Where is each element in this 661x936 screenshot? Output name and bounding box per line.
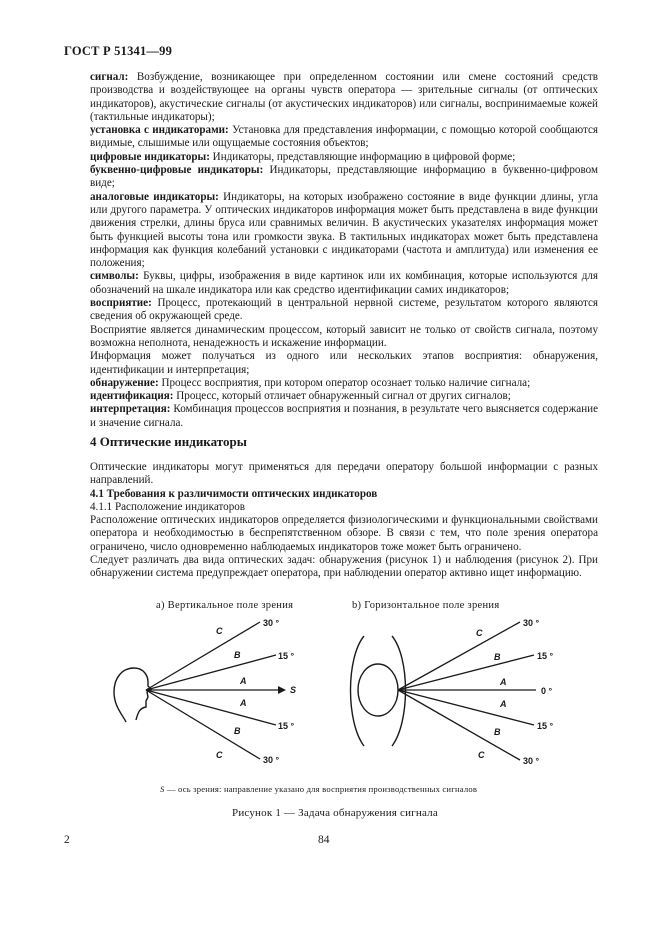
section-4-body [90,461,598,581]
paragraph-stages: Информация может получаться из одного или нескольких этапов восприятия: обнаружения, идентификации и интерпретация; [90,350,598,376]
angle-15-lower: 15 ° [537,721,554,731]
definition-interpretation: интерпретация: Комбинация процессов восприятия и познания, в результате чего выясняется содержание и значение сигнала. [90,403,598,429]
section-4-title: 4 Оптические индикаторы [90,434,247,449]
zone-a-lower: A [500,699,507,709]
paragraph-dynamic: Восприятие является динамическим процессом, который зависит не только от свойств сигнала, поэтому возможна неполнота, ненадежность и искажение информации. [90,323,598,349]
definition-indicator-installation: установка с индикаторами: Установка для представления информации, с помощью которой сообщаются видимые, слышимые или ощущаемые состояния объектов; [90,124,598,150]
figure-note: S — ось зрения: направление указано для восприятия производственных сигналов [160,784,478,794]
horizontal-field-diagram [330,612,560,782]
zone-c-lower: C [478,750,485,760]
angle-15-upper: 15 ° [278,651,295,661]
subsection-4-1-title: 4.1 Требования к различимости оптических индикаторов [90,487,378,500]
angle-30-upper: 30 ° [263,618,280,628]
zone-b-upper: B [234,650,241,660]
zone-b-lower: B [234,726,241,736]
zone-a-lower: A [240,698,247,708]
axis-arrowhead [278,686,286,694]
definition-digital-indicators: цифровые индикаторы: Индикаторы, представляющие информацию в цифровой форме; [90,150,516,163]
definition-detection: обнаружение: Процесс восприятия, при котором оператор осознает только наличие сигнала; [90,376,531,389]
section-4-intro: Оптические индикаторы могут применяться для передачи оператору большой информации с разных направлений. [90,461,598,487]
definition-perception: восприятие: Процесс, протекающий в центральной нервной системе, результатом которого являются сведения об окружающей среде. [90,297,598,323]
zone-a-upper: A [240,676,247,686]
angle-15-lower: 15 ° [278,721,295,731]
definitions-block [90,71,598,430]
angle-0: 0 ° [541,686,553,696]
view-lines [146,622,278,759]
figure-label-horizontal: b) Горизонтальное поле зрения [352,600,500,611]
angle-15-upper: 15 ° [537,651,554,661]
head-top-view [358,664,398,716]
angle-30-lower: 30 ° [263,755,280,765]
zone-b-upper: B [494,652,501,662]
figure-label-vertical: а) Вертикальное поле зрения [156,600,294,611]
figure-caption: Рисунок 1 — Задача обнаружения сигнала [232,807,438,819]
definition-identification: идентификация: Процесс, который отличает обнаруженный сигнал от других сигналов; [90,390,511,403]
zone-c-upper: C [476,628,483,638]
zone-b-lower: B [494,727,501,737]
axis-s-label: S [290,685,297,695]
view-lines [398,622,536,760]
angle-30-lower: 30 ° [523,756,540,766]
definition-alphanumeric-indicators: буквенно-цифровые индикаторы: Индикаторы, представляющие информацию в буквенно-цифровом виде; [90,164,598,190]
zone-a-upper: A [500,677,507,687]
subsection-4-1-1-title: 4.1.1 Расположение индикаторов [90,500,246,513]
zone-c-lower: C [216,750,223,760]
page-number-center: 84 [318,834,330,846]
definition-signal: сигнал: Возбуждение, возникающее при определенном состоянии или смене состояний средств производства и воздействующее на органы чувств оператора — зрительные сигналы (от оптических индикаторов), акустические сигналы (от акустических индикаторов) или сигналы, воспринимаемые кожей (тактильные индикаторы); [90,71,598,123]
definition-analog-indicators: аналоговые индикаторы: Индикаторы, на которых изображено состояние в виде функции длины, угла или другого параметра. У оптических индикаторов информация может быть представлена в виде функции движения стрелки, длины бруса или сравнимых величин. В акустических указателях информация может быть функцией высоты тона или громкости звука. В тактильных индикаторах может быть представлена информация как функция колебаний установки с индикаторами (частота и амплитуда) или изменения ее положения; [90,190,598,270]
standard-header: ГОСТ Р 51341—99 [64,44,173,58]
angle-30-upper: 30 ° [523,618,540,628]
section-4-paragraph-2: Следует различать два вида оптических задач: обнаружения (рисунок 1) и наблюдения (рисунок 2). При обнаружении система предупреждает оператора, при наблюдении оператор активно ищет информацию. [90,554,598,580]
vertical-field-diagram [100,612,320,782]
head-profile [114,668,151,722]
section-4-paragraph-1: Расположение оптических индикаторов определяется физиологическими и функциональными свойствами оператора и необходимостью в беспрепятственном обзоре. В связи с тем, что поле зрения оператора ограничено, число одновременно наблюдаемых индикаторов тоже может быть ограничено. [90,514,598,553]
definition-symbols: символы: Буквы, цифры, изображения в виде картинок или их комбинация, которые используются для обозначений на шкале индикатора или как средство идентификации самих индикаторов; [90,270,598,296]
shoulders-outline [351,636,406,746]
page-number-left: 2 [64,834,70,846]
zone-c-upper: C [216,626,223,636]
